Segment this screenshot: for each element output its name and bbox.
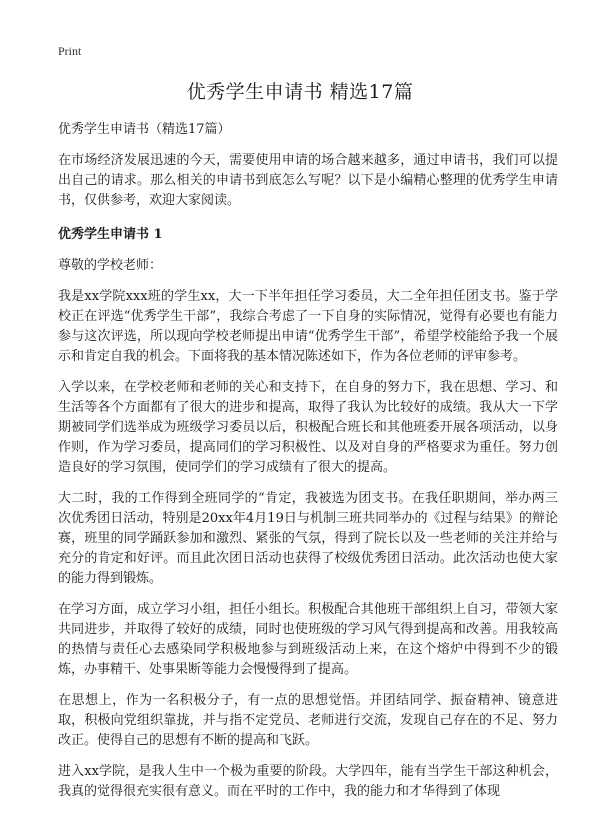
intro-paragraph: 在市场经济发展迅速的今天，需要使用申请的场合越来越多，通过申请书，我们可以提出自己的请求。那么相关的申请书到底怎么写呢？以下是小编精心整理的优秀学生申请书，仅供参考，欢迎大家阅读。 — [58, 153, 558, 208]
body-paragraph: 在学习方面，成立学习小组，担任小组长。积极配合其他班干部组织上自习，带领大家共同进步，并取得了较好的成绩，同时也使班级的学习风气得到提高和改善。用我较高的热情与责任心去感染同学积极地参与到班级活动上来，在这个熔炉中得到不少的锻炼，办事精干、处事果断等能力会慢慢得到了提高。 — [58, 602, 558, 677]
body-paragraph: 我是xx学院xxx班的学生xx，大一下半年担任学习委员，大二全年担任团支书。鉴于学校正在评选“优秀学生干部”，我综合考虑了一下自身的实际情况，觉得有必要也有能力参与这次评选，所以现向学校老师提出申请“优秀学生干部”，希望学校能给予我一个展示和肯定自我的机会。下面将我的基本情况陈述如下，作为各位老师的评审参考。 — [58, 289, 558, 364]
body-paragraph: 进入xx学院，是我人生中一个极为重要的阶段。大学四年，能有当学生干部这种机会，我真的觉得很充实很有意义。而在平时的工作中，我的能力和才华得到了体现 — [58, 764, 558, 799]
document-subtitle: 优秀学生申请书（精选17篇） — [58, 122, 231, 137]
body-paragraph: 在思想上，作为一名积极分子，有一点的思想觉悟。并团结同学、振奋精神、镜意进取，积极向党组织靠拢，并与指不定党员、老师进行交流，发现自己存在的不足、努力改正。使得自己的思想有不断的提高和飞跃。 — [58, 693, 558, 748]
document-body — [58, 151, 558, 813]
print-link[interactable]: Print — [58, 44, 82, 58]
page-title: 优秀学生申请书 精选17篇 — [186, 81, 414, 103]
body-paragraph: 入学以来，在学校老师和老师的关心和支持下，在自身的努力下，我在思想、学习、和生活等各个方面都有了很大的进步和提高，取得了我认为比较好的成绩。我从大一下学期被同学们选举成为班级学习委员以后，积极配合班长和其他班委开展各项活动，以身作则，作为学习委员，提高同们的学习积极性、以及对自身的严格要求为重任。努力创造良好的学习氛围，使同学们的学习成绩有了很大的提高。 — [58, 380, 558, 475]
section-heading: 优秀学生申请书 1 — [58, 227, 163, 242]
body-paragraph: 大二时，我的工作得到全班同学的“肯定，我被选为团支书。在我任职期间，举办两三次优秀团日活动，特别是20xx年4月19日与机制三班共同举办的《过程与结果》的辩论赛，班里的同学踊跃参加和激烈、紧张的气氛，得到了院长以及一些老师的关注并给与充分的肯定和好评。而且此次团日活动也获得了校级优秀团日活动。此次活动也使大家的能力得到锻炼。 — [58, 491, 558, 586]
greeting: 尊敬的学校老师： — [58, 258, 163, 273]
